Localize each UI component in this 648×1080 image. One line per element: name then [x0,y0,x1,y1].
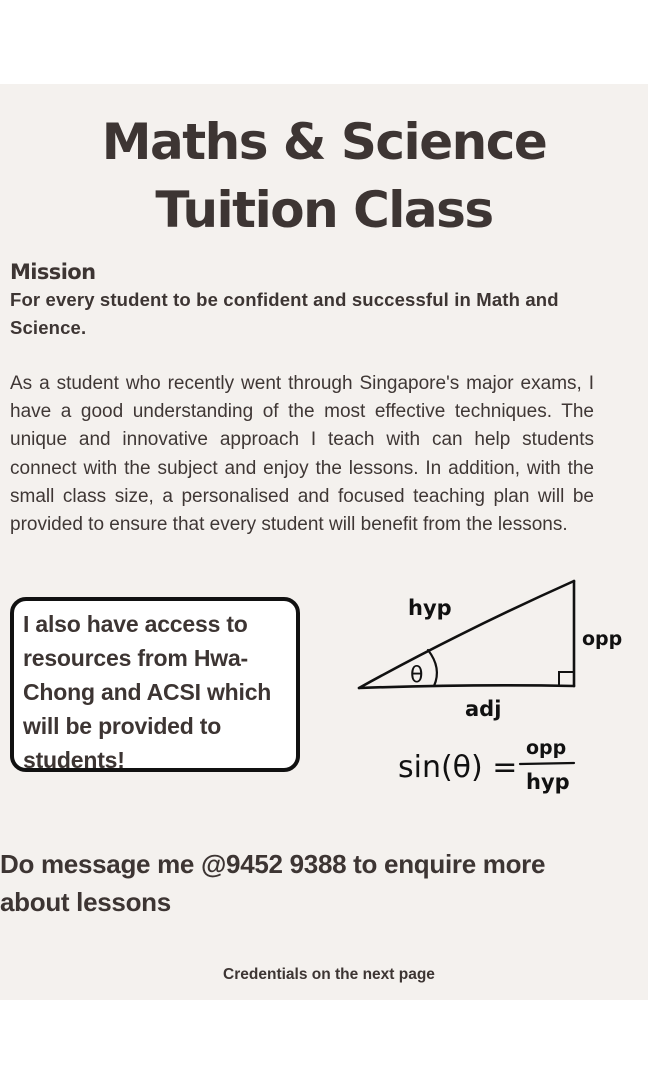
hyp-label: hyp [408,596,452,620]
page-title [0,108,648,244]
contact-message: Do message me @9452 9388 to enquire more about lessons [0,849,546,917]
triangle-hypotenuse [359,581,574,688]
angle-arc [428,650,437,686]
right-triangle-diagram [350,570,640,810]
right-angle-marker [559,672,574,686]
title-line-1: Maths & Science [101,113,547,171]
credentials-note: Credentials on the next page [223,966,435,983]
fraction-bar [520,763,574,764]
adj-label: adj [465,697,502,721]
callout-text: I also have access to resources from Hwa-Chong and ACSI which will be provided to students! [23,611,272,773]
sine-formula-lhs: sin(θ) = [398,750,518,785]
resources-callout-box [10,597,300,772]
formula-denominator: hyp [526,770,570,794]
mission-statement: For every student to be confident and successful in Math and Science. [10,289,559,338]
triangle-adjacent-side [359,685,574,688]
opp-label: opp [582,628,623,650]
formula-numerator: opp [526,737,567,759]
title-line-2: Tuition Class [155,181,493,239]
mission-heading: Mission [10,260,96,284]
angle-theta-label: θ [410,663,424,688]
intro-paragraph: As a student who recently went through Singapore's major exams, I have a good understanding of the most effective techniques. The unique and innovative approach I teach with can help students connect with the subject and enjoy the lessons. In addition, with the small class size, a personalised and focused teaching plan will be provided to ensure that every student will benefit from the lessons. [10,373,594,536]
